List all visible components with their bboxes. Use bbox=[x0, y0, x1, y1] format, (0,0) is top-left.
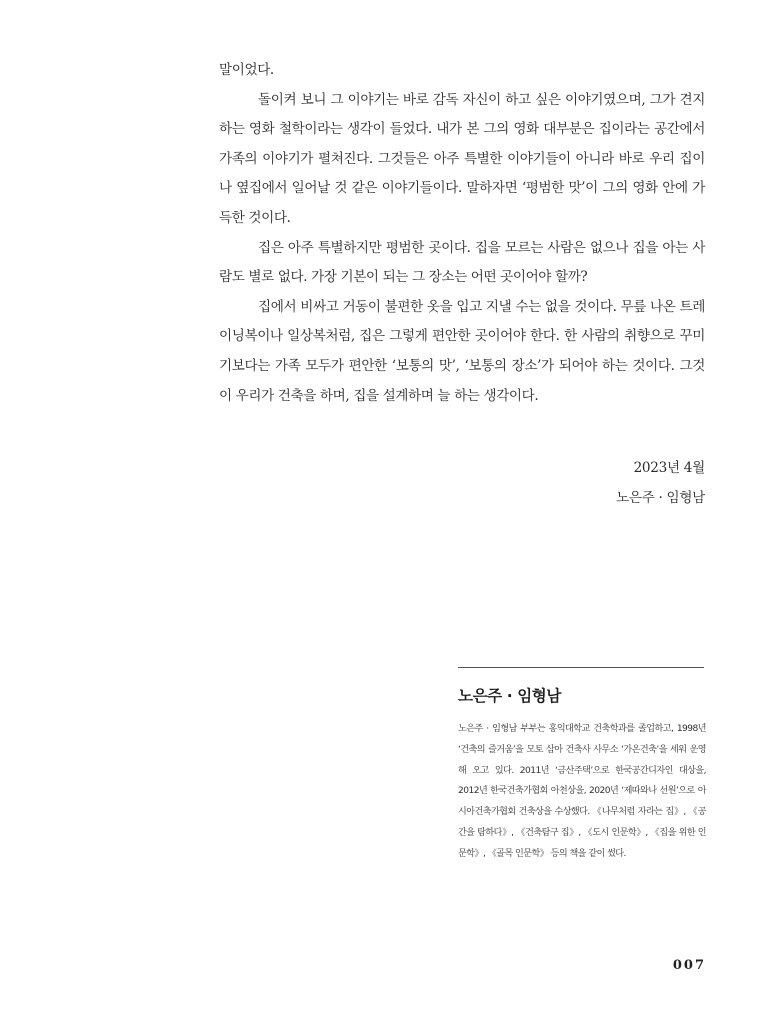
bio-author-name: 노은주 · 임형남 bbox=[458, 687, 561, 705]
paragraph: 돌이켜 보니 그 이야기는 바로 감독 자신이 하고 싶은 이야기였으며, 그가 견지하는 영화 철학이라는 생각이 들었다. 내가 본 그의 영화 대부분은 집이라는 공간에서 가족의 이야기가 펼쳐진다. 그것들은 아주 특별한 이야기들이 아니라 바로 우리 집이나 옆집에서 일어날 것 같은 이야기들이다. 말하자면 ‘평범한 맛’이 그의 영화 안에 가득한 것이다. bbox=[219, 91, 705, 226]
paragraph: 집에서 비싸고 거동이 불편한 옷을 입고 지낼 수는 없을 것이다. 무릎 나온 트레이닝복이나 일상복처럼, 집은 그렇게 편안한 곳이어야 한다. 한 사람의 취향으로 꾸미기보다는 가족 모두가 편안한 ‘보통의 맛’, ‘보통의 장소’가 되어야 하는 것이다. 그것이 우리가 건축을 하며, 집을 설계하며 늘 하는 생각이다. bbox=[219, 298, 705, 404]
author-signature: 노은주 · 임형남 bbox=[615, 490, 705, 506]
page-number: 007 bbox=[672, 958, 706, 973]
bio-divider bbox=[458, 667, 704, 668]
paragraph-continuation: 말이었다. bbox=[219, 62, 274, 78]
paragraph: 집은 아주 특별하지만 평범한 곳이다. 집을 모르는 사람은 없으나 집을 아는 사람도 별로 없다. 가장 기본이 되는 그 장소는 어떤 곳이어야 할까? bbox=[219, 239, 705, 286]
bio-description: 노은주 · 임형남 부부는 홍익대학교 건축학과를 졸업하고, 1998년 ‘건축의 즐거움’을 모토 삼아 건축사 사무소 ‘가온건축’을 세워 운영해 오고 있다. 2011년 ‘금산주택’으로 한국공간디자인 대상을, 2012년 한국건축가협회 아천상을, 2020년 ‘제따와나 선원’으로 아시아건축가협회 건축상을 수상했다. 《나무처럼 자라는 집》, 《공간을 탐하다》, 《건축탐구 집》, 《도시 인문학》, 《집을 위한 인문학》, 《골목 인문학》 등의 책을 같이 썼다. bbox=[458, 724, 706, 859]
body-text bbox=[219, 56, 705, 411]
closing-date: 2023년 4월 bbox=[633, 460, 705, 476]
